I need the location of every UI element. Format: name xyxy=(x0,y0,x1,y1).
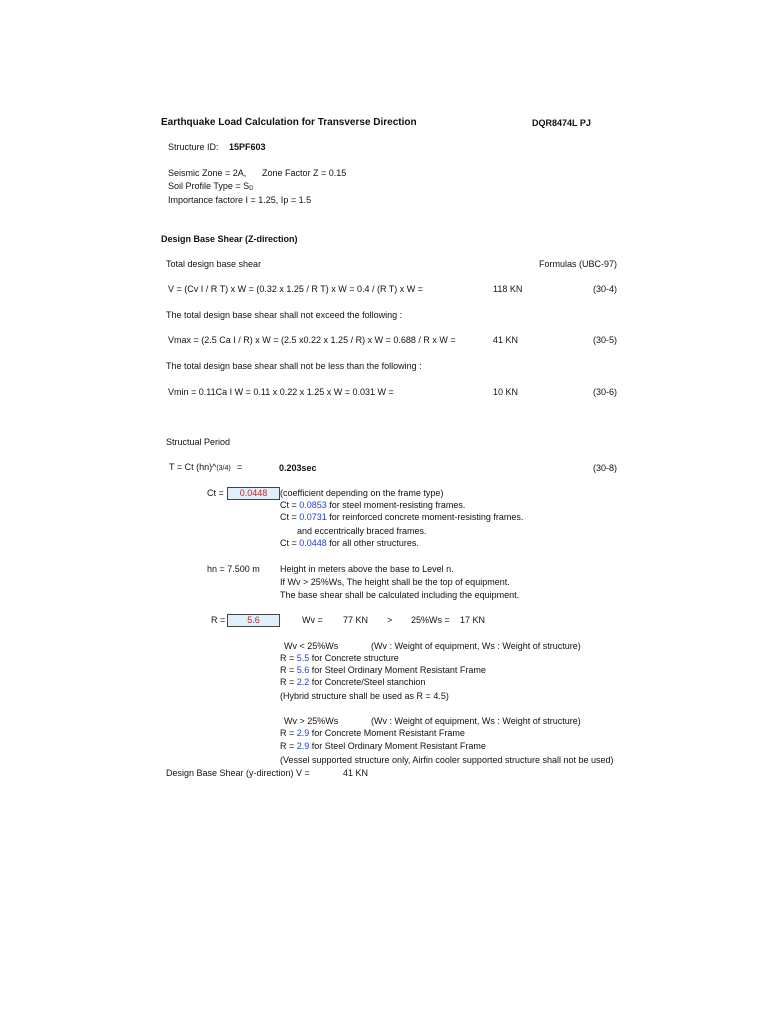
hn-label: hn = 7.500 m xyxy=(207,564,260,574)
total-base-shear-label: Total design base shear xyxy=(166,259,262,269)
r-option-suffix: for Steel Ordinary Moment Resistant Frame xyxy=(309,741,486,751)
ct-description: (coefficient depending on the frame type) xyxy=(280,488,444,498)
ct-option-prefix: Ct = xyxy=(280,500,300,510)
r-option-suffix: for Steel Ordinary Moment Resistant Frame xyxy=(309,665,486,675)
t-ref: (30-8) xyxy=(593,463,618,473)
period-heading: Structual Period xyxy=(166,437,231,447)
ct-option-suffix: for reinforced concrete moment-resisting frames. xyxy=(326,512,524,522)
ct-option-value: 0.0731 xyxy=(299,512,327,522)
r-option-prefix: R = xyxy=(280,741,297,751)
vmin-formula: Vmin = 0.11Ca I W = 0.11 x 0.22 x 1.25 x W = 0.031 W = xyxy=(168,387,394,397)
ct-option-suffix: for steel moment-resisting frames. xyxy=(326,500,466,510)
r-option-value: 2.9 xyxy=(296,728,310,738)
ct-option-other xyxy=(280,538,419,549)
not-less-text: The total design base shear shall not be less than the following : xyxy=(166,361,422,371)
r-option-prefix: R = xyxy=(280,653,297,663)
r-option-concrete-frame xyxy=(280,728,465,739)
ct-option-prefix: Ct = xyxy=(280,512,300,522)
ct-braced-note: and eccentrically braced frames. xyxy=(297,526,427,536)
r-option-concrete xyxy=(280,653,399,664)
ct-option-steel xyxy=(280,500,465,511)
ct-option-concrete xyxy=(280,512,523,523)
r-option-value: 5.6 xyxy=(296,665,310,675)
r-option-prefix: R = xyxy=(280,677,297,687)
soil-profile xyxy=(168,181,253,192)
r-option-value: 2.9 xyxy=(296,741,310,751)
r-option-stanchion xyxy=(280,677,425,688)
v-ref: (30-4) xyxy=(593,284,618,294)
ct-option-suffix: for all other structures. xyxy=(326,538,419,548)
r-option-value: 2.2 xyxy=(296,677,310,687)
ws-value: 17 KN xyxy=(460,615,486,625)
t-value: 0.203sec xyxy=(279,463,317,473)
hn-line: If Wv > 25%Ws, The height shall be the top of equipment. xyxy=(280,577,510,587)
base-shear-heading: Design Base Shear (Z-direction) xyxy=(161,234,298,244)
soil-profile-text: Soil Profile Type = S xyxy=(168,181,250,191)
case2-condition: Wv > 25%Ws xyxy=(284,716,339,726)
y-direction-value: 41 KN xyxy=(343,768,369,778)
r-option-suffix: for Concrete Moment Resistant Frame xyxy=(309,728,465,738)
soil-profile-subscript: D xyxy=(249,186,254,192)
hn-line: The base shear shall be calculated including the equipment. xyxy=(280,590,520,600)
ct-label: Ct = xyxy=(207,488,224,498)
page-title: Earthquake Load Calculation for Transverse Direction xyxy=(161,117,417,128)
t-equals: = xyxy=(237,462,243,472)
importance-factor: Importance factore I = 1.25, Ip = 1.5 xyxy=(168,195,312,205)
r-option-value: 5.5 xyxy=(296,653,310,663)
r-option-prefix: R = xyxy=(280,728,297,738)
seismic-zone: Seismic Zone = 2A, xyxy=(168,168,247,178)
wv-value: 77 KN xyxy=(343,615,369,625)
case2-note: (Wv : Weight of equipment, Ws : Weight of structure) xyxy=(371,716,581,726)
vmax-ref: (30-5) xyxy=(593,335,618,345)
r-option-prefix: R = xyxy=(280,665,297,675)
vmin-value: 10 KN xyxy=(493,387,519,397)
ct-option-value: 0.0853 xyxy=(299,500,327,510)
zone-factor: Zone Factor Z = 0.15 xyxy=(262,168,347,178)
case1-note: (Wv : Weight of equipment, Ws : Weight of structure) xyxy=(371,641,581,651)
v-formula: V = (Cv I / R T) x W = (0.32 x 1.25 / R T) x W = 0.4 / (R T) x W = xyxy=(168,284,424,294)
formulas-label: Formulas (UBC-97) xyxy=(539,259,618,269)
r-input-cell[interactable]: 5.6 xyxy=(227,614,280,627)
v-value: 118 KN xyxy=(493,284,523,294)
vessel-note: (Vessel supported structure only, Airfin cooler supported structure shall not be used) xyxy=(280,755,614,765)
wv-label: Wv = xyxy=(302,615,323,625)
y-direction-label: Design Base Shear (y-direction) V = xyxy=(166,768,310,778)
greater-than-sign: > xyxy=(387,615,393,625)
t-formula-text: T = Ct (hn)^ xyxy=(169,462,217,472)
r-label: R = xyxy=(211,615,226,625)
vmax-value: 41 KN xyxy=(493,335,519,345)
structure-id-label: Structure ID: xyxy=(168,142,219,152)
ct-option-value: 0.0448 xyxy=(299,538,327,548)
t-formula xyxy=(169,462,231,474)
hybrid-note: (Hybrid structure shall be used as R = 4.5) xyxy=(280,691,449,701)
not-exceed-text: The total design base shear shall not exceed the following : xyxy=(166,310,403,320)
doc-code: DQR8474L PJ xyxy=(532,118,591,128)
r-option-suffix: for Concrete structure xyxy=(309,653,399,663)
structure-id-value: 15PF603 xyxy=(229,142,266,152)
case1-condition: Wv < 25%Ws xyxy=(284,641,339,651)
hn-line: Height in meters above the base to Level n. xyxy=(280,564,454,574)
r-option-steel-frame xyxy=(280,741,486,752)
t-exponent: (3/4) xyxy=(216,465,231,472)
vmin-ref: (30-6) xyxy=(593,387,618,397)
r-option-suffix: for Concrete/Steel stanchion xyxy=(309,677,426,687)
vmax-formula: Vmax = (2.5 Ca I / R) x W = (2.5 x0.22 x 1.25 / R) x W = 0.688 / R x W = xyxy=(168,335,456,345)
ct-input-cell[interactable]: 0.0448 xyxy=(227,487,280,500)
ws-label: 25%Ws = xyxy=(411,615,450,625)
ct-option-prefix: Ct = xyxy=(280,538,300,548)
r-option-steel xyxy=(280,665,486,676)
